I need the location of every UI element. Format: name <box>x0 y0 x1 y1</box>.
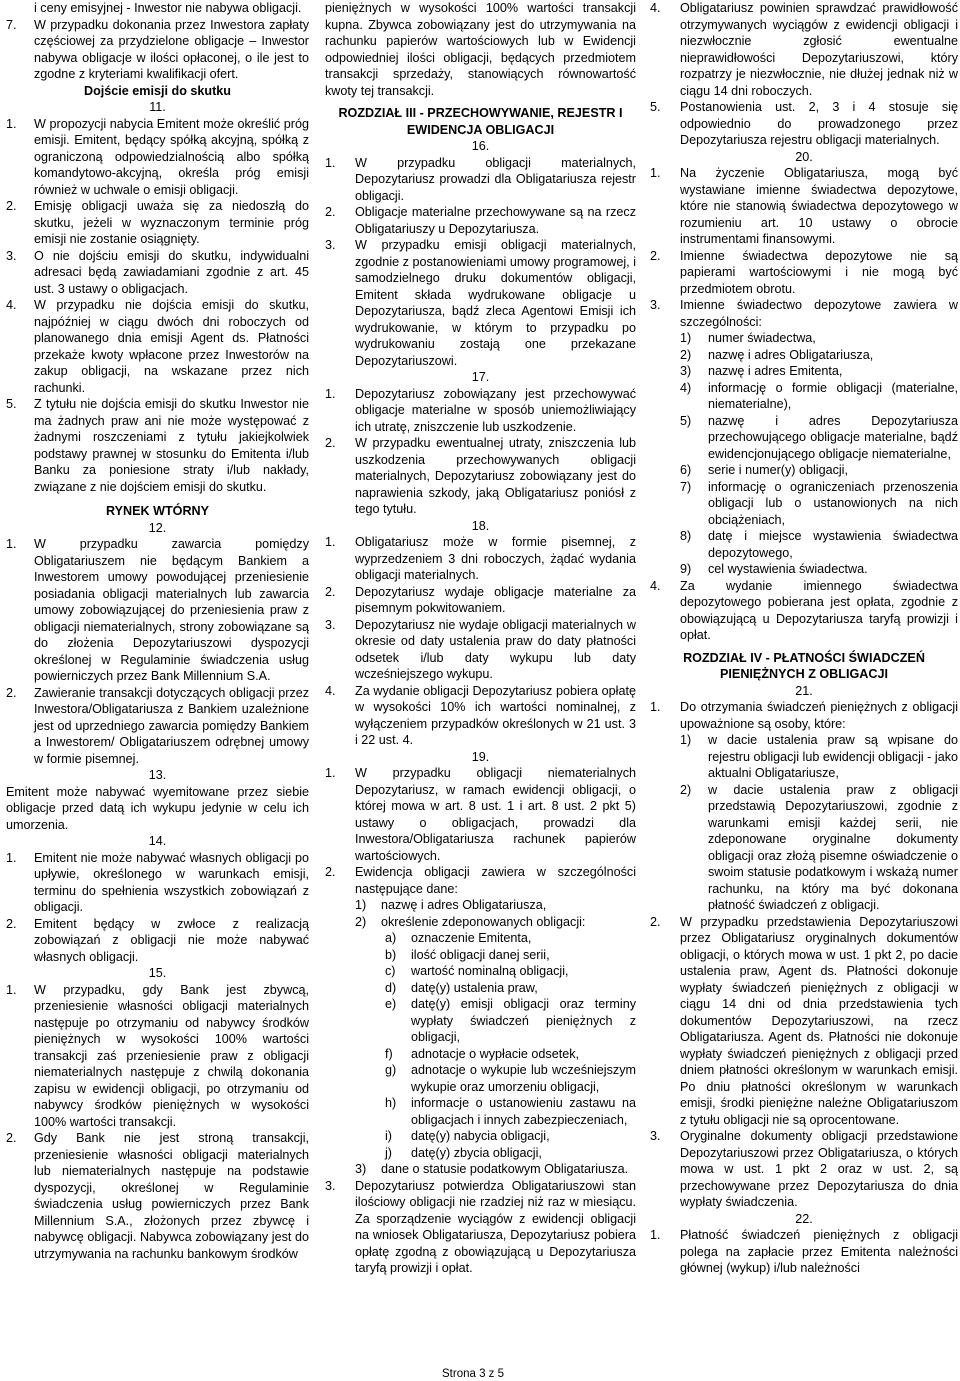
list-item: 2. W przypadku ewentualnej utraty, zniszczenia lub uszkodzenia przechowywanych obligacji materialnych, Depozytariusz zobowiązany jest do naprawienia szkody, jaką Obligatariusz poniósł z tego tytułu. <box>325 436 636 516</box>
list-item: 2. Obligacje materialne przechowywane są na rzecz Obligatariuszy u Depozytariusza. <box>325 205 636 236</box>
sub-list-item: 1) numer świadectwa, <box>680 331 816 345</box>
list-item: 1. Depozytariusz zobowiązany jest przechowywać obligacje materialne w sposób uniemożliwiający ich utratę, zniszczenie lub uszkodzenie. <box>325 386 636 434</box>
sub-list-item: 3) dane o statusie podatkowym Obligatariusza. <box>355 1162 629 1176</box>
list-item: 2. Imienne świadectwa depozytowe nie są papierami wartościowymi i nie mogą być przedmiotem obrotu. <box>650 248 958 296</box>
sub-list-item: 2) określenie zdeponowanych obligacji: <box>355 914 586 929</box>
list-item: 3. Depozytariusz potwierdza Obligatariuszowi stan ilościowy obligacji nie rzadziej niż raz w miesiącu. Za sporządzenie wyciągów z ewidencji obligacji na wniosek Obligatariusza, Depozytariusz pobiera opłatę zgodną z obowiązującą u Depozytariusza taryfą prowizji i opłat. <box>325 1178 636 1275</box>
sub-list-item: 1) nazwę i adres Obligatariusza, <box>355 898 547 912</box>
list-item: 2. Emisję obligacji uważa się za niedoszłą do skutku, jeżeli w wyznaczonym terminie próg emisji nie zostanie osiągnięty. <box>6 199 309 246</box>
list-item: 4. W przypadku nie dojścia emisji do skutku, najpóźniej w ciągu dwóch dni roboczych od planowanego dnia emisji Agent ds. Płatności przekaże kwoty wpłacone przez Inwestorów na zakup obligacji, na wskazane przez nich rachunki. <box>6 298 309 395</box>
section-number: 16. <box>471 139 490 153</box>
section-number: 22. <box>795 1211 813 1226</box>
section-number: 15. <box>148 966 167 980</box>
sub-list-item: 7) informację o ograniczeniach przenoszenia obligacji lub o ustanowionych na nich obciążeniach, <box>680 479 958 527</box>
list-item: 5. Z tytułu nie dojścia emisji do skutku Inwestor nie ma żadnych praw ani nie może występować z żadnymi roszczeniami z tytułu jakiejkolwiek podstawy prawnej w stosunku do Emitenta i/lub Banku za poniesione straty i/lub nakłady, związane z nie dojściem emisji do skutku. <box>6 397 309 494</box>
section-heading: Dojście emisji do skutku <box>84 83 231 98</box>
list-item: 3. W przypadku emisji obligacji materialnych, zgodnie z postanowieniami umowy programowej, i samodzielnego druku dokumentów obligacji, Emitent składa wydrukowane obligacje u Depozytariusza, bądź zleca Agentowi Emisji ich wydrukowanie, w którym to przypadku po wydrukowaniu zostają one przekazane Depozytariuszowi. <box>325 238 636 368</box>
list-item: 4. Obligatariusz powinien sprawdzać prawidłowość otrzymywanych wyciągów z ewidencji obligacji i niezwłocznie zgłosić ewentualne nieprawidłowości Depozytariuszowi, który rozpatrzy je niezwłocznie, nie dłużej jednak niż w ciągu 14 dni roboczych. <box>650 1 958 98</box>
list-item: 1. W propozycji nabycia Emitent może określić próg emisji. Emitent, będący spółką akcyjną, spółką z ograniczoną odpowiedzialnością albo spółką komandytowo-akcyjną, określa próg emisji również w uchwale o emisji obligacji. <box>6 116 309 197</box>
list-item: 1. Na życzenie Obligatariusza, mogą być wystawiane imienne świadectwa depozytowe, które nie stanowią świadectwa depozytowego w rozumieniu art. 10 ustawy o obrocie instrumentami finansowymi. <box>650 166 958 246</box>
list-item: 4. Za wydanie obligacji Depozytariusz pobiera opłatę w wysokości 10% ich wartości nominalnej, z wyłączeniem przypadków określonych w 21 ust. 3 i 22 ust. 4. <box>325 683 636 747</box>
list-item: 2. W przypadku przedstawienia Depozytariuszowi przez Obligatariusz oryginalnych dokumentów obligacji, o których mowa w ust. 1 pkt 2, po dacie ustalenia praw, Agent ds. Płatności dokonuje wypłaty świadczeń pieniężnych z obligacji w ciągu 14 dni od dnia przedstawienia tych dokumentów Depozytariuszowi, na rzecz Obligatariusza. Agent ds. Płatności nie dokonuje wypłaty świadczeń pieniężnych z obligacji przed dniem płatności określonym w warunkach emisji. Po dniu płatności określonym w warunkach emisji, środki pieniężne należne Obligatariuszom z tytułu obligacji nie są oprocentowane. <box>650 914 958 1127</box>
list-item: 2. Zawieranie transakcji dotyczących obligacji przez Inwestora/Obligatariusza z Bankiem uzależnione jest od uprzedniego zawarcia pomiędzy Bankiem a Inwestorem/ Obligatariuszem odrębnej umowy w formie pisemnej. <box>6 685 309 766</box>
chapter-heading: ROZDZIAŁ IV - PŁATNOŚCI ŚWIADCZEŃ PIENIĘŻNYCH Z OBLIGACJI <box>683 650 925 681</box>
list-item: 1. W przypadku zawarcia pomiędzy Obligatariuszem nie będącym Bankiem a Inwestorem umowy powodującej przeniesienie posiadania obligacji materialnych lub zawarcia umowy zobowiązującej do przeniesienia praw z obligacji niematerialnych, strony zobowiązane są do złożenia Depozytariuszowi dyspozycji określonej w Regulaminie świadczenia usług powierniczych przez Bank Millennium S.A. <box>6 537 309 683</box>
list-item: 1. Obligatariusz może w formie pisemnej, z wyprzedzeniem 3 dni roboczych, żądać wydania obligacji materialnych. <box>325 535 636 582</box>
sub-sub-list-item: b) ilość obligacji danej serii, <box>385 947 550 962</box>
list-item: 3. Imienne świadectwo depozytowe zawiera w szczególności: <box>650 298 958 329</box>
sub-sub-list-item: a) oznaczenie Emitenta, <box>385 931 532 945</box>
paragraph: i ceny emisyjnej - Inwestor nie nabywa obligacji. <box>34 1 302 15</box>
list-item: 1. Emitent nie może nabywać własnych obligacji po upływie, określonego w warunkach emisji, terminu do spełnienia wszystkich zobowiązań z obligacji. <box>6 850 309 914</box>
list-item: 1. Do otrzymania świadczeń pieniężnych z obligacji upoważnione są osoby, które: <box>650 700 958 731</box>
sub-list-item: 9) cel wystawienia świadectwa. <box>680 562 868 576</box>
column-left <box>6 0 309 1262</box>
sub-sub-list-item: e) datę(y) emisji obligacji oraz terminy wypłaty świadczeń pieniężnych z obligacji, <box>385 997 636 1044</box>
section-number: 19. <box>471 749 490 764</box>
paragraph: Emitent może nabywać wyemitowane przez siebie obligacje przed datą ich wykupu jedynie w celu ich umorzenia. <box>6 784 309 832</box>
paragraph: pieniężnych w wysokości 100% wartości transakcji kupna. Zbywca zobowiązany jest do utrzymywania na rachunku papierów wartościowych lub w Ewidencji odpowiedniej ilości obligacji, będących przedmiotem transakcji sprzedaży, stanowiących równowartość kwoty tej transakcji. <box>325 1 636 98</box>
column-middle <box>325 0 636 1277</box>
list-item: 2. Ewidencja obligacji zawiera w szczególności następujące dane: <box>325 865 636 896</box>
sub-list-item: 4) informację o formie obligacji (materialne, niematerialne), <box>680 380 958 411</box>
sub-list-item: 8) datę i miejsce wystawienia świadectwa depozytowego, <box>680 529 958 560</box>
section-number: 11. <box>149 100 166 114</box>
sub-sub-list-item: j) datę(y) zbycia obligacji, <box>385 1145 542 1160</box>
list-item: 4. Za wydanie imiennego świadectwa depozytowego pobierana jest opłata, zgodnie z obowiązującą u Depozytariusza taryfą prowizji i opłat. <box>650 578 958 642</box>
list-item: 1. Płatność świadczeń pieniężnych z obligacji polega na zapłacie przez Emitenta należności głównej (wykup) i/lub należności <box>650 1228 958 1275</box>
sub-list-item: 2) w dacie ustalenia praw z obligacji przedstawią Depozytariuszowi, zgodnie z warunkami emisji każdej serii, nie zdeponowane oryginalne dokumenty obligacji oraz złożą pisemne oświadczenie o swoim statusie podatkowym i wskażą numer rachunku, na który ma być dokonana płatność świadczeń z obligacji. <box>680 782 958 912</box>
list-item: 3. Depozytariusz nie wydaje obligacji materialnych w okresie od daty ustalenia praw do daty płatności odsetek i/lub daty wykupu lub daty wcześniejszego wykupu. <box>325 617 636 681</box>
sub-sub-list-item: h) informacje o ustanowieniu zastawu na obligacjach i innych zabezpieczeniach, <box>385 1096 636 1127</box>
sub-list-item: 5) nazwę i adres Depozytariusza przechowującego obligacje materialne, bądź ewidencjonującego obligacje niematerialne, <box>680 413 958 461</box>
section-number: 14. <box>148 834 167 848</box>
sub-sub-list-item: i) datę(y) nabycia obligacji, <box>385 1129 550 1143</box>
chapter-heading: ROZDZIAŁ III - PRZECHOWYWANIE, REJESTR I EWIDENCJA OBLIGACJI <box>338 106 623 137</box>
sub-list-item: 3) nazwę i adres Emitenta, <box>680 364 843 378</box>
section-number: 12. <box>148 520 167 535</box>
section-number: 13. <box>148 768 167 782</box>
sub-list-item: 2) nazwę i adres Obligatariusza, <box>680 347 874 362</box>
list-item: 2. Depozytariusz wydaje obligacje materialne za pisemnym pokwitowaniem. <box>325 584 636 615</box>
list-item: 2. Gdy Bank nie jest stroną transakcji, przeniesienie własności obligacji materialnych lub niematerialnych następuje na podstawie dyspozycji, określonej w Regulaminie świadczenia usług powierniczych przez Bank Millennium S.A., złożonych przez zbywcę i nabywcę obligacji. Nabywca zobowiązany jest do utrzymywania na rachunku bankowym środków <box>6 1131 309 1261</box>
sub-sub-list-item: g) adnotacje o wykupie lub wcześniejszym wykupie oraz umorzeniu obligacji, <box>385 1063 636 1094</box>
section-number: 20. <box>795 149 813 164</box>
sub-list-item: 1) w dacie ustalenia praw są wpisane do rejestru obligacji lub ewidencji obligacji - jako aktualni Obligatariusze, <box>680 733 958 780</box>
list-item: 1. W przypadku obligacji niematerialnych Depozytariusz, w ramach ewidencji obligacji, o której mowa w art. 8 ust. 1 i art. 8 ust. 2 pkt 5) ustawy o obligacjach, prowadzi dla Inwestora/Obligatariusza rachunek papierów wartościowych. <box>325 766 636 863</box>
list-item: 7. W przypadku dokonania przez Inwestora zapłaty częściowej za przydzielone obligacje – Inwestor nabywa obligacje w ilości opłaconej, o ile jest to zgodne z kryteriami kwalifikacji ofert. <box>6 17 309 81</box>
list-item: 5. Postanowienia ust. 2, 3 i 4 stosuje się odpowiednio do prowadzonego przez Depozytariusza rejestru obligacji materialnych. <box>650 100 958 147</box>
list-item: 3. O nie dojściu emisji do skutku, indywidualni adresaci będą zawiadamiani zgodnie z art. 45 ust. 3 ustawy o obligacjach. <box>6 248 309 296</box>
column-right <box>650 0 958 1277</box>
page-number: Strona 3 z 5 <box>442 1368 505 1380</box>
list-item: 1. W przypadku obligacji materialnych, Depozytariusz prowadzi dla Obligatariusza rejestr obligacji. <box>325 155 636 203</box>
sub-list-item: 6) serie i numer(y) obligacji, <box>680 463 848 477</box>
section-number: 18. <box>471 518 490 533</box>
list-item: 1. W przypadku, gdy Bank jest zbywcą, przeniesienie własności obligacji materialnych następuje po otrzymaniu od nabywcy środków pieniężnych w wysokości 100% wartości transakcji zaś przeniesienie praw z obligacji niematerialnych następuje z chwilą dokonania zapisu w ewidencji obligacji, po otrzymaniu od nabywcy środków pieniężnych w wysokości 100% wartości transakcji. <box>6 982 309 1129</box>
list-item: 3. Oryginalne dokumenty obligacji przedstawione Depozytariuszowi przez Obligatariusza, o których mowa w ust. 1 pkt 2 oraz w ust. 2, są przechowywane przez Depozytariusza do dnia wypłaty świadczenia. <box>650 1129 958 1209</box>
sub-sub-list-item: d) datę(y) ustalenia praw, <box>385 980 538 995</box>
section-number: 17. <box>471 370 490 384</box>
section-heading: RYNEK WTÓRNY <box>105 504 210 518</box>
section-number: 21. <box>795 683 813 698</box>
sub-sub-list-item: f) adnotacje o wypłacie odsetek, <box>385 1046 580 1061</box>
sub-sub-list-item: c) wartość nominalną obligacji, <box>385 964 569 978</box>
list-item: 2. Emitent będący w zwłoce z realizacją zobowiązań z obligacji nie może nabywać własnych obligacji. <box>6 916 309 964</box>
